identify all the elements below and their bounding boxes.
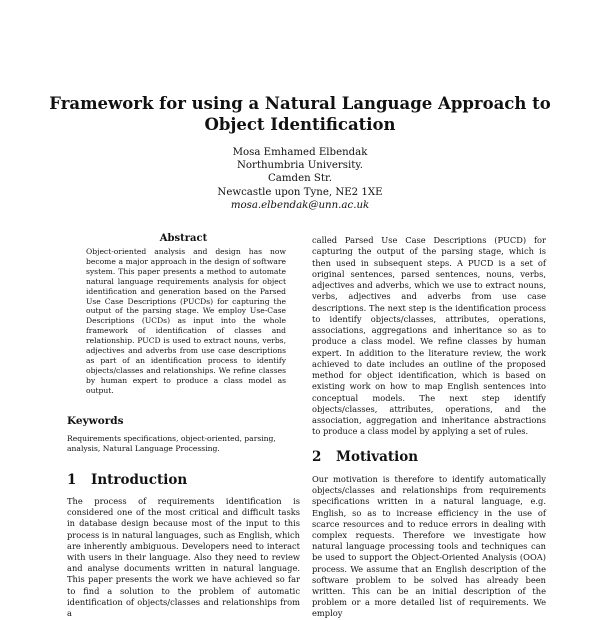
introduction-title: Introduction [91, 472, 188, 488]
paper-title-line-2: Object Identification [204, 115, 396, 134]
abstract-text: Object-oriented analysis and design has now become a major approach in the design of software system. This paper presents a method to automate natural language requirements analysis for object identification and generation based on the Parsed Use Case Descriptions (PUCDs) for capturing the output of the parsing stage. We employ Use-Case Descriptions (UCDs) as input into the whole framework of identification of classes and relationship. PUCD is used to extract nouns, verbs, adjectives and adverbs from use case descriptions as part of an identification process to identify objects/classes and relationships. We refine classes by human expert to produce a class model as output. [86, 247, 286, 395]
author-affiliation: Northumbria University. [236, 160, 364, 172]
introduction-text: The process of requirements identification is considered one of the most critical and difficult tasks in database design because most of the input to this process is in natural languages, such as English, which are inherently ambiguous. Developers need to interact with users in their language. Also they need to review and analyse documents written in natural language. This paper presents the work we have achieved so far to find a solution to the problem of automatic identification of objects/classes and relationships from a [67, 496, 300, 619]
motivation-heading [312, 449, 418, 465]
author-city: Newcastle upon Tyne, NE2 1XE [217, 186, 383, 198]
author-street: Camden Str. [268, 173, 332, 185]
abstract-heading: Abstract [159, 233, 208, 244]
author-block [150, 146, 450, 212]
motivation-number: 2 [312, 449, 322, 465]
motivation-text: Our motivation is therefore to identify automatically objects/classes and relationships from requirements specifications written in a natural language, e.g. English, so as to increase efficiency in the use of scarce resources and to reduce errors in dealing with complex requests. Therefore we investigate how natural language processing tools and techniques can be used to support the Object-Oriented Analysis (OOA) process. We assume that an English description of the software problem to be solved has already been written. This can be an initial description of the problem or a more detailed list of requirements. We employ [312, 474, 546, 619]
abstract-section [67, 232, 300, 396]
paper-title [40, 93, 560, 135]
motivation-title: Motivation [336, 449, 419, 465]
right-column [312, 235, 546, 438]
introduction-number: 1 [67, 472, 77, 488]
keywords-text: Requirements specifications, object-oriented, parsing, analysis, Natural Language Processing. [67, 434, 276, 453]
author-name: Mosa Emhamed Elbendak [232, 147, 368, 158]
author-email[interactable]: mosa.elbendak@unn.ac.uk [230, 199, 370, 211]
keywords-heading: Keywords [67, 415, 124, 427]
introduction-heading [67, 472, 187, 488]
paper-title-line-1: Framework for using a Natural Language Approach to [49, 94, 551, 113]
right-column-paragraph: called Parsed Use Case Descriptions (PUCD) for capturing the output of the parsing stage, which is then used in subsequent steps. A PUCD is a set of original sentences, parsed sentences, nouns, verbs, adjectives and adverbs, which we use to extract nouns, verbs, adjectives and adverbs from use case descriptions. The next step is the identification process to identify objects/classes, attributes, operations, associations, aggregations and inheritance so as to produce a class model. We refine classes by human expert. In addition to the literature review, the work achieved to date includes an outline of the proposed method for object identification, which is based on existing work on how to map English sentences into conceptual models. The next step identify objects/classes, attributes, operations, and the association, aggregation and inheritance abstractions to produce a class model by applying a set of rules. [312, 235, 546, 437]
